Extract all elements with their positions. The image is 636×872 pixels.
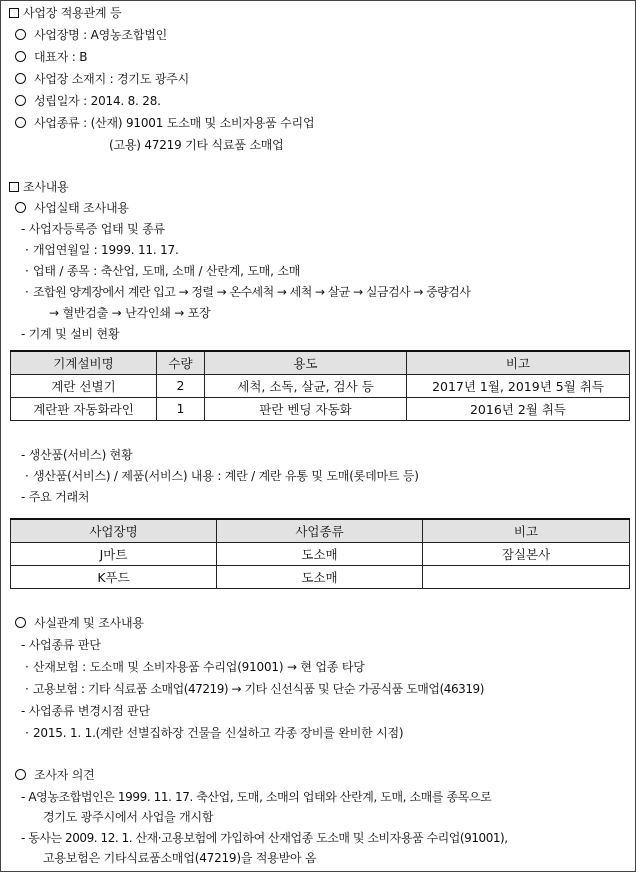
info-item-business-type-employment: (고용) 47219 기타 식료품 소매업 xyxy=(109,138,284,152)
table-cell: 도소매 xyxy=(217,565,423,588)
table-cell: K푸드 xyxy=(11,565,217,588)
table-cell: 1 xyxy=(157,397,205,420)
table-cell: 2 xyxy=(157,374,205,397)
subsection-business-survey: 사업실태 조사내용 xyxy=(15,200,129,216)
table-cell: 세척, 소독, 살균, 검사 등 xyxy=(205,374,407,397)
column-header: 기계설비명 xyxy=(11,351,157,374)
circle-bullet-icon xyxy=(15,769,26,780)
table-cell: 도소매 xyxy=(217,542,423,565)
table-cell: 계란 선별기 xyxy=(11,374,157,397)
dash-item-products: - 생산품(서비스) 현황 xyxy=(21,448,133,462)
opinion-paragraph-1-cont: 경기도 광주시에서 사업을 개시함 xyxy=(43,810,214,824)
circle-bullet-icon xyxy=(15,617,26,628)
info-item-established-date: 성립일자 : 2014. 8. 28. xyxy=(15,93,161,109)
dash-item-equipment: - 기계 및 설비 현황 xyxy=(21,327,120,341)
dash-item-registration: - 사업자등록증 업태 및 종류 xyxy=(21,222,165,236)
table-cell: 계란판 자동화라인 xyxy=(11,397,157,420)
circle-bullet-icon xyxy=(15,95,26,106)
square-bullet-icon xyxy=(9,182,19,192)
table-header-row xyxy=(11,351,630,374)
column-header: 비고 xyxy=(423,519,630,542)
bullet-business-category: · 업태 / 종목 : 축산업, 도매, 소매 / 산란계, 도매, 소매 xyxy=(25,264,301,278)
opinion-paragraph-2: - 동사는 2009. 12. 1. 산재·고용보험에 가입하여 산재업종 도소매 및 소비자용품 수리업(91001), xyxy=(21,831,508,845)
equipment-table xyxy=(10,350,630,421)
column-header: 비고 xyxy=(407,351,630,374)
dash-item-change-date: - 사업종류 변경시점 판단 xyxy=(21,704,150,718)
dash-item-clients: - 주요 거래처 xyxy=(21,490,90,504)
column-header: 수량 xyxy=(157,351,205,374)
table-cell: 판란 벤딩 자동화 xyxy=(205,397,407,420)
table-cell: 2017년 1월, 2019년 5월 취득 xyxy=(407,374,630,397)
circle-bullet-icon xyxy=(15,117,26,128)
section-heading-investigation: 조사내용 xyxy=(9,179,69,195)
bullet-product-content: · 생산품(서비스) / 제품(서비스) 내용 : 계란 / 계란 유통 및 도매(롯데마트 등) xyxy=(25,469,419,483)
table-cell: 2016년 2월 취득 xyxy=(407,397,630,420)
clients-table xyxy=(10,518,630,589)
column-header: 사업종류 xyxy=(217,519,423,542)
info-item-business-type: 사업종류 : (산재) 91001 도소매 및 소비자용품 수리업 xyxy=(15,115,314,131)
info-item-location: 사업장 소재지 : 경기도 광주시 xyxy=(15,71,189,87)
table-cell: J마트 xyxy=(11,542,217,565)
opinion-paragraph-1: - A영농조합법인은 1999. 11. 17. 축산업, 도매, 소매의 업태와 산란계, 도매, 소매를 종목으로 xyxy=(21,790,492,804)
info-item-representative: 대표자 : B xyxy=(15,49,87,65)
table-row xyxy=(11,565,630,588)
section-heading-applicability: 사업장 적용관계 등 xyxy=(9,5,121,21)
column-header: 용도 xyxy=(205,351,407,374)
circle-bullet-icon xyxy=(15,51,26,62)
table-header-row xyxy=(11,519,630,542)
table-row xyxy=(11,397,630,420)
bullet-employment-insurance: · 고용보험 : 기타 식료품 소매업(47219) → 기타 신선식품 및 단순 가공식품 도매업(46319) xyxy=(25,682,484,696)
bullet-industrial-insurance: · 산재보험 : 도소매 및 소비자용품 수리업(91001) → 현 업종 타당 xyxy=(25,660,365,674)
info-item-name: 사업장명 : A영농조합법인 xyxy=(15,27,167,43)
column-header: 사업장명 xyxy=(11,519,217,542)
subsection-facts: 사실관계 및 조사내용 xyxy=(15,615,144,631)
circle-bullet-icon xyxy=(15,29,26,40)
square-bullet-icon xyxy=(9,8,19,18)
table-row xyxy=(11,374,630,397)
subsection-investigator-opinion: 조사자 의견 xyxy=(15,767,95,783)
table-row xyxy=(11,542,630,565)
bullet-change-date: · 2015. 1. 1.(계란 선별집하장 건물을 신설하고 각종 장비를 완비한 시점) xyxy=(25,726,404,740)
bullet-opening-date: · 개업연월일 : 1999. 11. 17. xyxy=(25,243,179,257)
circle-bullet-icon xyxy=(15,73,26,84)
circle-bullet-icon xyxy=(15,202,26,213)
opinion-paragraph-2-cont: 고용보험은 기타식료품소매업(47219)을 적용받아 옴 xyxy=(43,851,317,865)
table-cell: 잠실본사 xyxy=(423,542,630,565)
dash-item-type-judgment: - 사업종류 판단 xyxy=(21,638,101,652)
table-cell xyxy=(423,565,630,588)
bullet-process-flow: · 조합원 양계장에서 계란 입고 → 정렬 → 온수세척 → 세척 → 살균 → 실금검사 → 중량검사 xyxy=(25,285,471,299)
bullet-process-flow-cont: → 혈반검출 → 난각인쇄 → 포장 xyxy=(49,306,211,320)
